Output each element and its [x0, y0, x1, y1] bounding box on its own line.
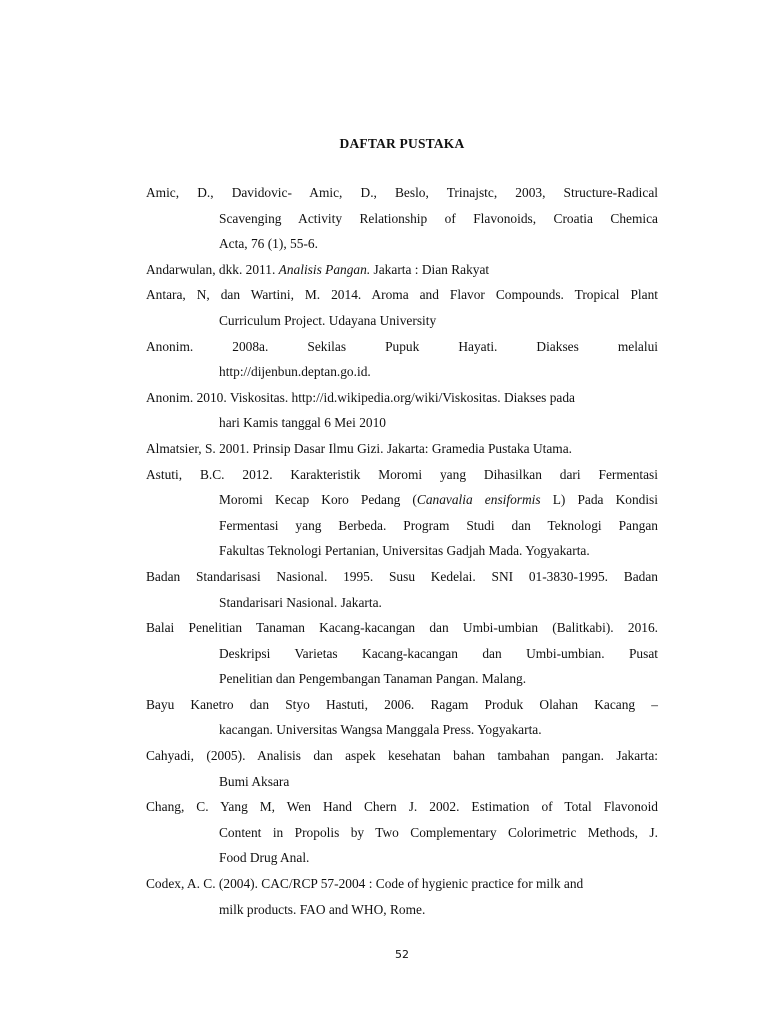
- reference-line: kacangan. Universitas Wangsa Manggala Press. Yogyakarta.: [219, 722, 542, 738]
- reference-line: Anonim. 2008a. Sekilas Pupuk Hayati. Diakses melalui: [146, 338, 658, 354]
- reference-line: Balai Penelitian Tanaman Kacang-kacangan dan Umbi-umbian (Balitkabi). 2016.: [146, 620, 658, 636]
- reference-entry: [146, 462, 658, 564]
- reference-line: Content in Propolis by Two Complementary Colorimetric Methods, J.: [219, 824, 658, 840]
- reference-line: [146, 257, 658, 283]
- reference-line: Standarisari Nasional. Jakarta.: [219, 594, 382, 610]
- reference-line: Almatsier, S. 2001. Prinsip Dasar Ilmu Gizi. Jakarta: Gramedia Pustaka Utama.: [146, 440, 573, 456]
- reference-line: Food Drug Anal.: [219, 850, 310, 866]
- reference-italic-title: Analisis Pangan.: [278, 261, 371, 277]
- reference-text: Jakarta : Dian Rakyat: [370, 261, 490, 277]
- reference-line: Amic, D., Davidovic- Amic, D., Beslo, Trinajstc, 2003, Structure-Radical: [146, 185, 658, 200]
- reference-line: Fakultas Teknologi Pertanian, Universitas Gadjah Mada. Yogyakarta.: [219, 543, 590, 559]
- reference-text: Andarwulan, dkk. 2011.: [146, 261, 279, 277]
- reference-line: Penelitian dan Pengembangan Tanaman Pangan. Malang.: [219, 671, 527, 687]
- reference-line: Cahyadi, (2005). Analisis dan aspek kesehatan bahan tambahan pangan. Jakarta:: [146, 748, 658, 764]
- reference-entry: [146, 257, 658, 283]
- page-title: DAFTAR PUSTAKA: [339, 136, 465, 151]
- reference-entry: [146, 794, 658, 871]
- reference-line: Bumi Aksara: [219, 773, 290, 789]
- reference-line: Antara, N, dan Wartini, M. 2014. Aroma and Flavor Compounds. Tropical Plant: [146, 287, 658, 303]
- reference-line: Curriculum Project. Udayana University: [219, 312, 437, 328]
- reference-text: Moromi Kecap Koro Pedang (: [219, 492, 417, 508]
- reference-line: milk products. FAO and WHO, Rome.: [219, 901, 426, 917]
- reference-line: Scavenging Activity Relationship of Flavonoids, Croatia Chemica: [219, 210, 658, 226]
- reference-entry: [146, 385, 658, 436]
- reference-entry: [146, 334, 658, 385]
- reference-line: Codex, A. C. (2004). CAC/RCP 57-2004 : Code of hygienic practice for milk and: [146, 876, 584, 892]
- reference-line: Badan Standarisasi Nasional. 1995. Susu Kedelai. SNI 01-3830-1995. Badan: [146, 568, 658, 584]
- reference-line: Anonim. 2010. Viskositas. http://id.wikipedia.org/wiki/Viskositas. Diakses pada: [146, 389, 575, 405]
- reference-line: Bayu Kanetro dan Styo Hastuti, 2006. Ragam Produk Olahan Kacang –: [146, 696, 658, 712]
- reference-line: [146, 487, 658, 513]
- reference-entry: [146, 743, 658, 794]
- reference-line: Chang, C. Yang M, Wen Hand Chern J. 2002. Estimation of Total Flavonoid: [146, 799, 658, 815]
- reference-line: hari Kamis tanggal 6 Mei 2010: [219, 415, 386, 431]
- reference-line: http://dijenbun.deptan.go.id.: [219, 364, 371, 380]
- reference-entry: [146, 692, 658, 743]
- reference-entry: [146, 436, 658, 462]
- reference-line: Astuti, B.C. 2012. Karakteristik Moromi yang Dihasilkan dari Fermentasi: [146, 466, 658, 482]
- reference-line: Deskripsi Varietas Kacang-kacangan dan Umbi-umbian. Pusat: [219, 645, 658, 661]
- page-number: 52: [395, 948, 409, 961]
- reference-entry: [146, 180, 658, 257]
- reference-line: Acta, 76 (1), 55-6.: [219, 236, 318, 252]
- reference-italic-species: Canavalia ensiformis: [416, 492, 541, 508]
- reference-entry: [146, 564, 658, 615]
- reference-entry: [146, 871, 658, 922]
- reference-text: L) Pada Kondisi: [540, 492, 658, 508]
- reference-line: Fermentasi yang Berbeda. Program Studi dan Teknologi Pangan: [219, 517, 658, 533]
- reference-entry: [146, 282, 658, 333]
- reference-list: [146, 180, 658, 922]
- reference-entry: [146, 615, 658, 692]
